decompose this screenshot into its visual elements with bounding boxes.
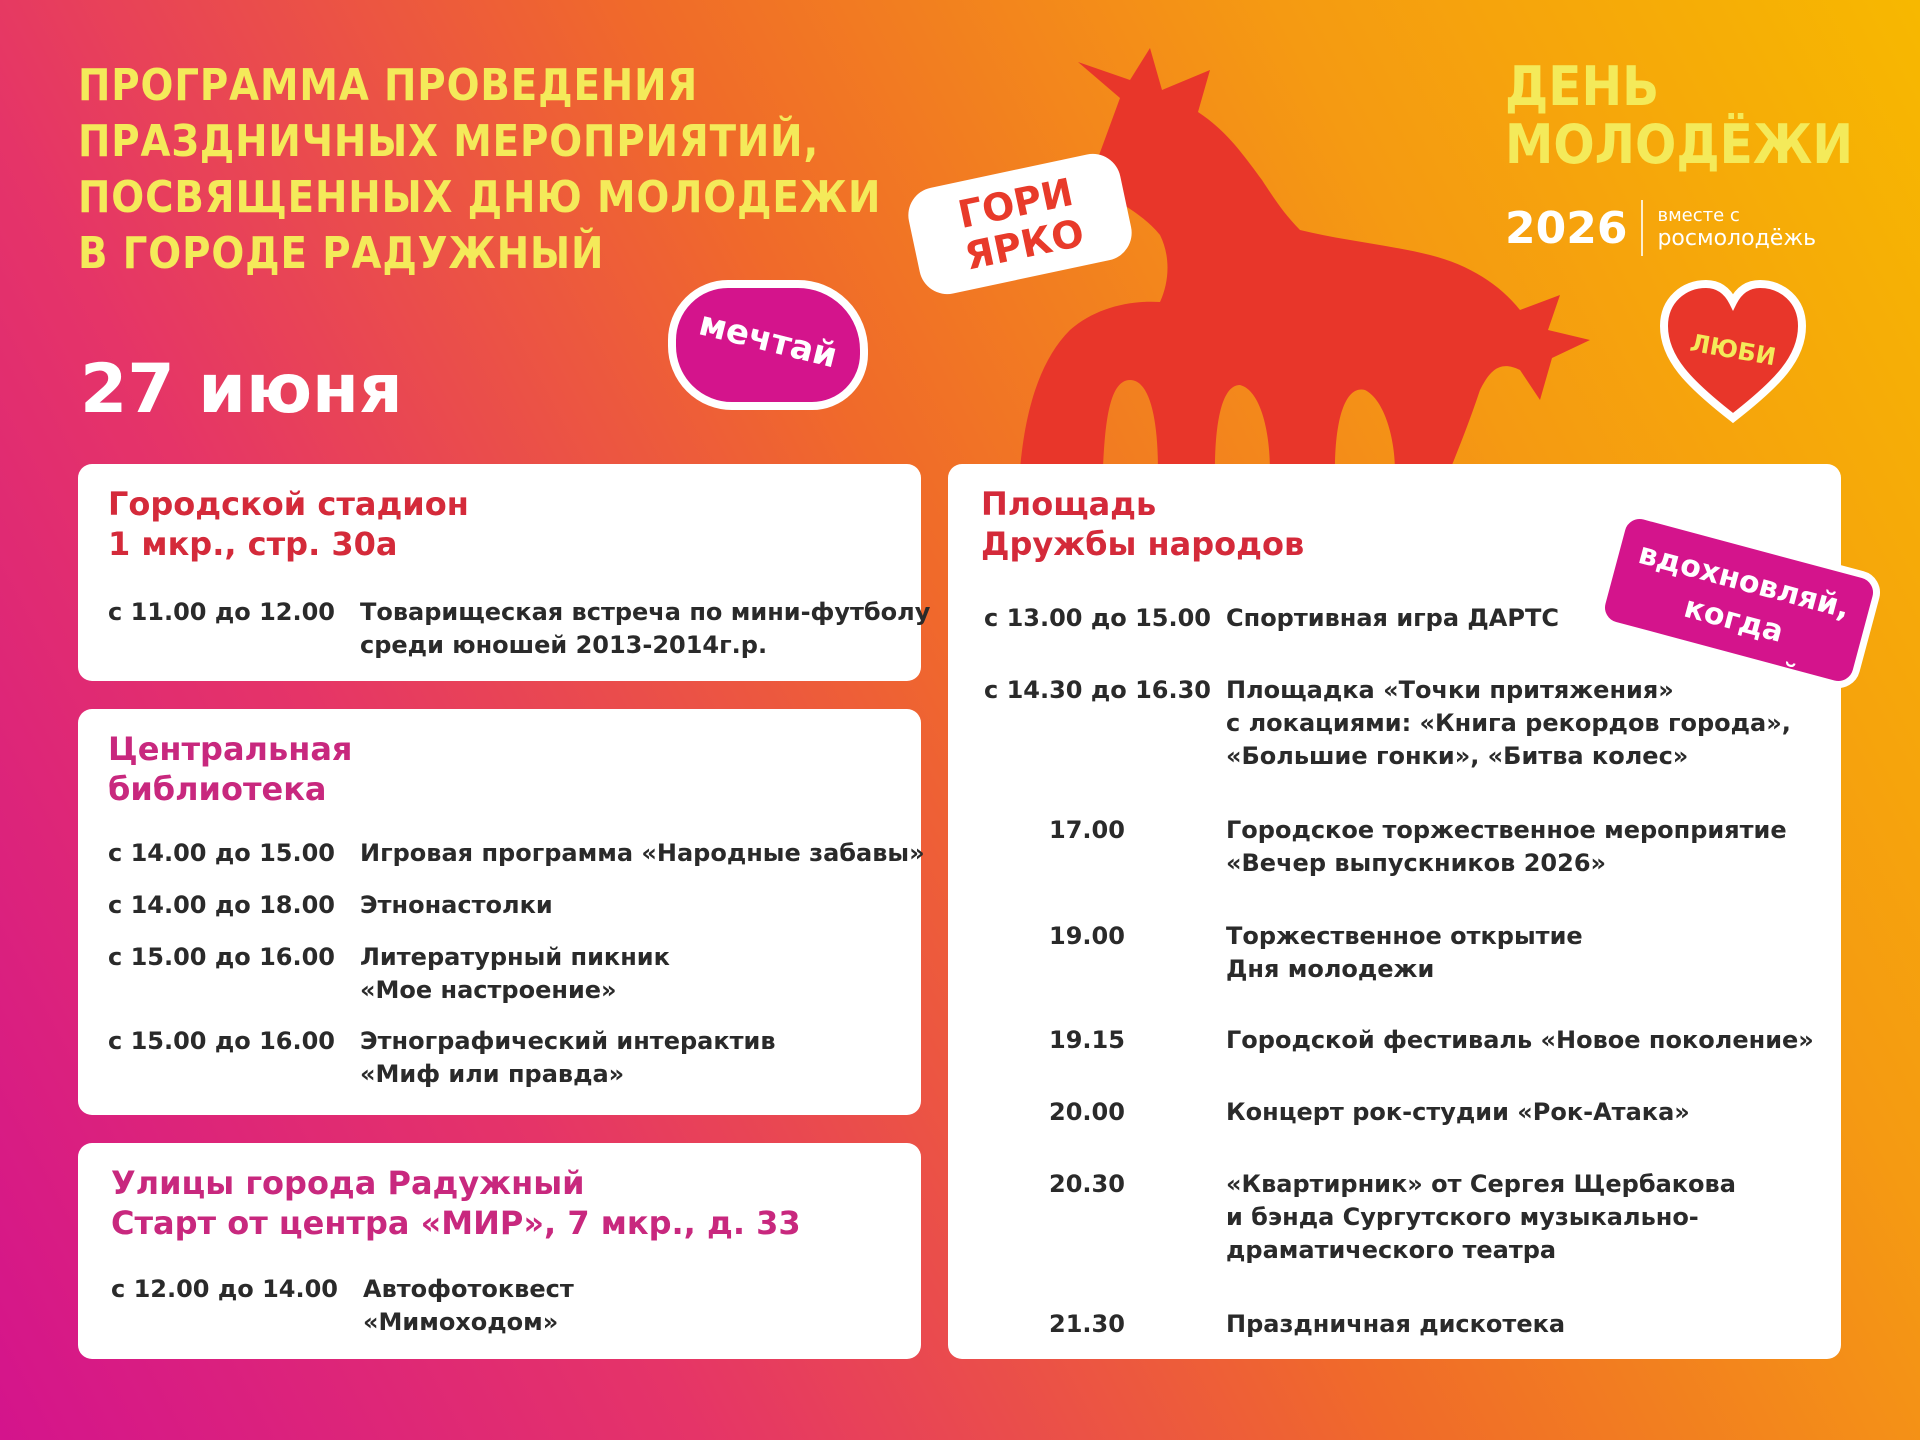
event-time: 19.00 [1049,922,1125,950]
venue-name: Улицы города Радужный [111,1164,585,1202]
page-title [78,58,882,282]
schedule-row [108,941,908,1004]
schedule-row [1049,920,1824,983]
event-time: 17.00 [1049,816,1125,844]
schedule-row [108,596,931,659]
logo-title-line: ДЕНЬ [1505,55,1660,118]
event-time: с 12.00 до 14.00 [111,1275,338,1303]
venue-heading [108,484,469,564]
schedule-row [1049,1024,1824,1057]
schedule-row [108,837,925,870]
schedule-row [1049,814,1824,877]
event-time: с 13.00 до 15.00 [984,604,1211,632]
event-title: Городской фестиваль «Новое поколение» [1226,1026,1814,1054]
card-streets [78,1143,921,1359]
event-date: 27 июня [80,350,403,429]
sticker-lubi [1658,278,1808,428]
event-time: с 14.30 до 16.30 [984,676,1211,704]
schedule-row [1049,1308,1824,1341]
event-title: Этнонастолки [360,891,553,919]
event-title: Этнографический интерактив «Миф или правда» [360,1027,776,1088]
logo-divider [1641,200,1643,256]
event-time: с 15.00 до 16.00 [108,1027,335,1055]
venue-heading [108,729,352,809]
schedule-row [1049,1096,1824,1129]
sticker-mechtai [668,280,868,410]
event-title: Игровая программа «Народные забавы» [360,839,925,867]
schedule-row [984,674,1824,770]
event-time: с 14.00 до 15.00 [108,839,335,867]
title-line: В ГОРОДЕ РАДУЖНЫЙ [78,228,605,279]
sticker-mechtai-label: мечтай [694,303,842,377]
sticker-gori-yarko: ГОРИ ЯРКО [903,149,1137,300]
venue-heading [981,484,1304,564]
venue-name: Центральная [108,730,353,768]
event-title: Городское торжественное мероприятие «Вечер выпускников 2026» [1226,816,1787,877]
venue-name-line2: Дружбы народов [981,525,1305,563]
card-stadium [78,464,931,681]
logo-with: вместе с [1657,204,1740,226]
event-title: Спортивная игра ДАРТС [1226,604,1559,632]
title-line: ПРОГРАММА ПРОВЕДЕНИЯ [78,60,699,111]
event-title: Литературный пикник «Мое настроение» [360,943,670,1004]
event-title: Торжественное открытие Дня молодежи [1226,922,1583,983]
sticker-vdohnovlyai: вдохновляй, когда молодой [1593,507,1885,693]
sticker-lubi-label: ЛЮБИ [1687,328,1779,372]
event-title: Площадка «Точки притяжения» с локациями: «Книга рекордов города», «Большие гонки», «Битва колес» [1226,676,1791,770]
venue-heading [111,1163,801,1243]
logo-brand: росмолодёжь [1657,225,1817,251]
venue-address: Старт от центра «МИР», 7 мкр., д. 33 [111,1204,801,1242]
title-line: ПРАЗДНИЧНЫХ МЕРОПРИЯТИЙ, [78,116,820,167]
title-line: ПОСВЯЩЕННЫХ ДНЮ МОЛОДЕЖИ [78,172,882,223]
schedule-row [108,889,908,922]
schedule-row [111,1273,911,1336]
logo-year: 2026 [1505,202,1628,254]
schedule-row [108,1025,908,1088]
card-library [78,709,925,1115]
logo-title-line: МОЛОДЁЖИ [1505,113,1854,176]
venue-address: 1 мкр., стр. 30а [108,525,398,563]
event-time: с 15.00 до 16.00 [108,943,335,971]
event-time: с 11.00 до 12.00 [108,598,335,626]
event-time: 21.30 [1049,1310,1125,1338]
event-title: Праздничная дискотека [1226,1310,1566,1338]
event-title: Товарищеская встреча по мини-футболу среди юношей 2013-2014г.р. [360,598,931,659]
event-title: Концерт рок-студии «Рок-Атака» [1226,1098,1690,1126]
event-logo [1505,55,1892,256]
venue-name: Городской стадион [108,485,469,523]
venue-name: Площадь [981,485,1157,523]
event-title: Автофотоквест «Мимоходом» [363,1275,574,1336]
venue-name-line2: библиотека [108,770,327,808]
event-time: 20.00 [1049,1098,1125,1126]
event-time: 20.30 [1049,1170,1125,1198]
event-time: 19.15 [1049,1026,1125,1054]
event-time: с 14.00 до 18.00 [108,891,335,919]
event-title: «Квартирник» от Сергея Щербакова и бэнда Сургутского музыкально- драматического театра [1226,1170,1736,1264]
schedule-row [1049,1168,1824,1264]
